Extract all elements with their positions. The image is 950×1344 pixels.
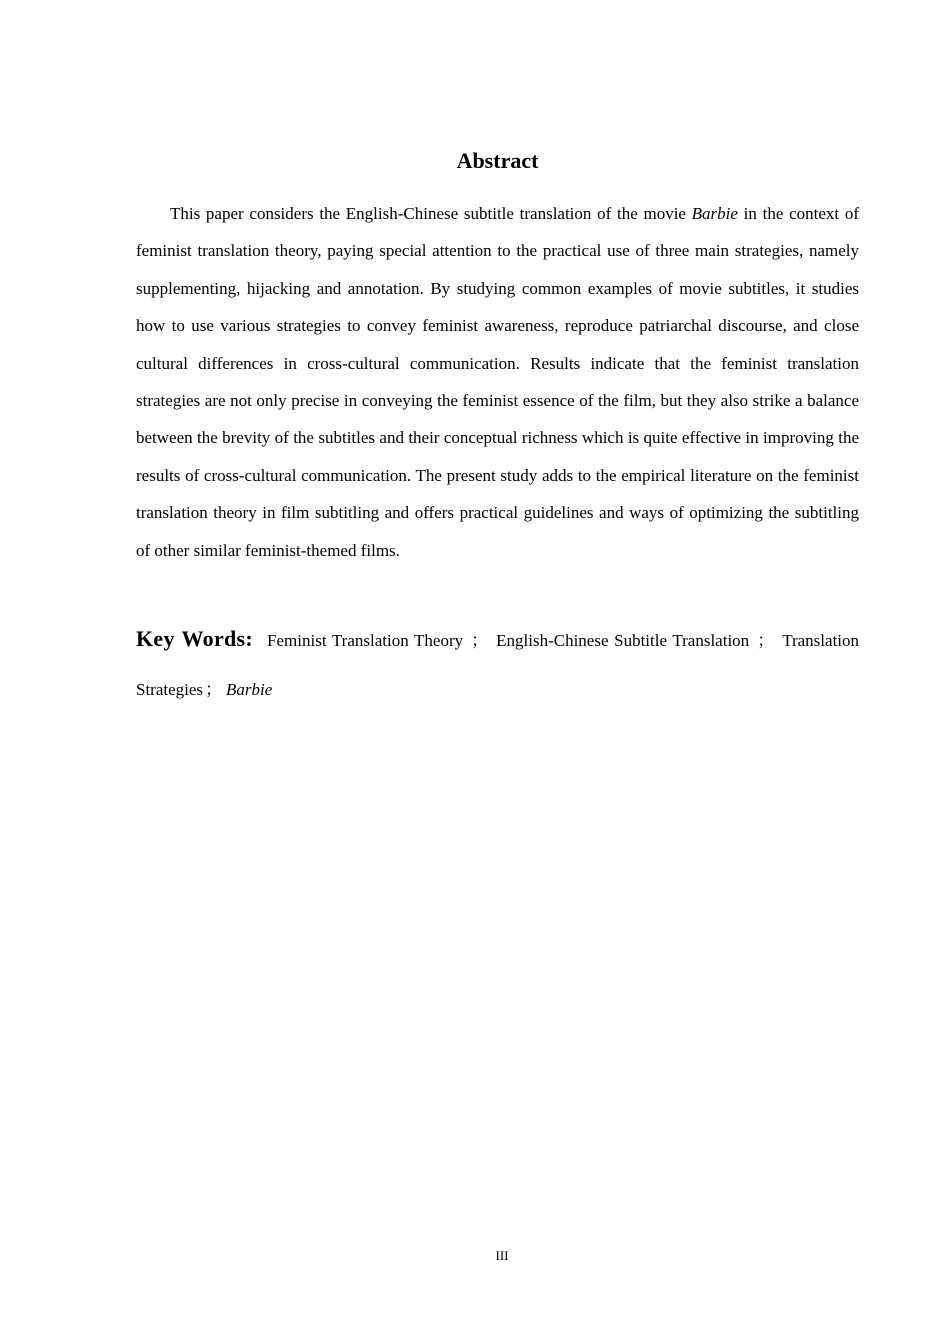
keyword-item: Feminist Translation Theory	[267, 631, 464, 650]
keyword-separator: ；	[471, 631, 489, 650]
keywords-line	[136, 614, 859, 714]
abstract-film-title: Barbie	[691, 204, 738, 223]
page-number: III	[495, 1248, 509, 1263]
keyword-item: English-Chinese Subtitle Translation	[496, 631, 750, 650]
abstract-text-before-title: This paper considers the English-Chinese subtitle translation of the movie	[170, 204, 692, 223]
keyword-separator: ；	[757, 631, 775, 650]
abstract-heading: Abstract	[456, 148, 539, 173]
keywords-label: Key Words:	[136, 626, 254, 651]
abstract-text-after-title: in the context of feminist translation theory, paying special attention to the practical use of three main strategies, namely supplementing, hijacking and annotation. By studying common examples of movie subtitles, it studies how to use various strategies to convey feminist awareness, reproduce patriarchal discourse, and close cultural differences in cross-cultural communication. Results indicate that the feminist translation strategies are not only precise in conveying the feminist essence of the film, but they also strike a balance between the brevity of the subtitles and their conceptual richness which is quite effective in improving the results of cross-cultural communication. The present study adds to the empirical literature on the feminist translation theory in film subtitling and offers practical guidelines and ways of optimizing the subtitling of other similar feminist-themed films.	[136, 204, 859, 560]
keyword-item: Translation Strategies	[136, 631, 860, 699]
keyword-item: Barbie	[226, 680, 273, 699]
abstract-paragraph	[136, 195, 859, 569]
keyword-separator: ；	[205, 680, 223, 699]
